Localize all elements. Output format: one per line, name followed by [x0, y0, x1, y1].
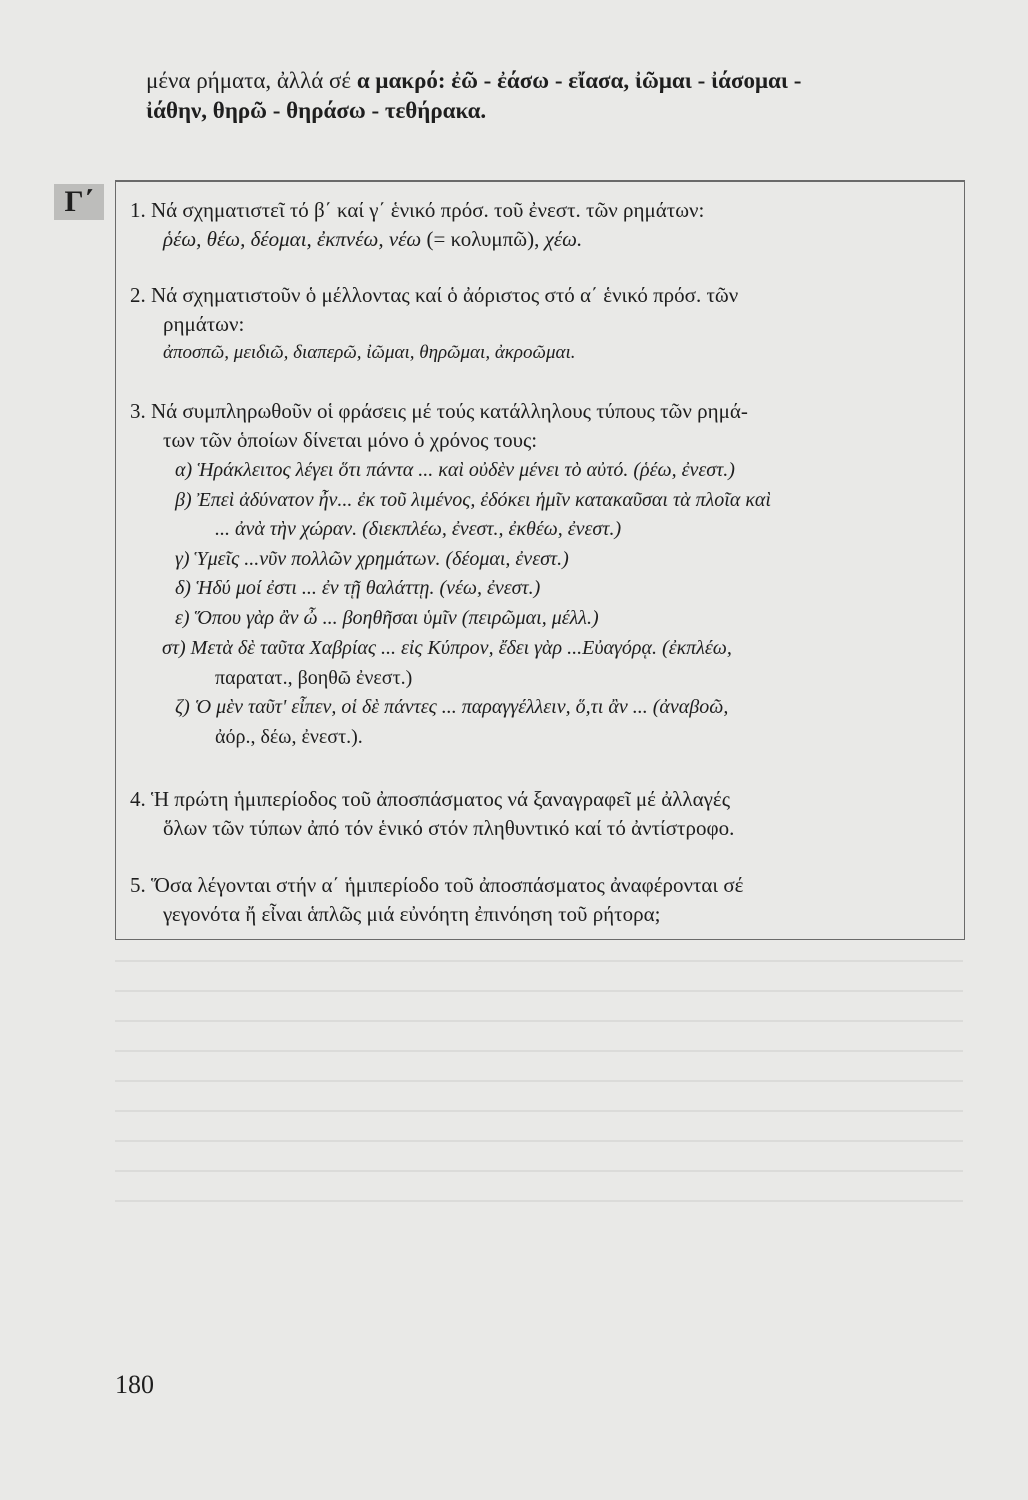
exercise-2-verbs: ἀποσπῶ, μειδιῶ, διαπερῶ, ἰῶμαι, θηρῶμαι, ἀκροῶμαι. — [163, 342, 576, 363]
exercise-3-prompt: 3. Νά συμπληρωθοῦν οἱ φράσεις μέ τούς κατάλληλους τύπους τῶν ρημά- — [130, 399, 748, 423]
page-number: 180 — [115, 1370, 154, 1399]
exercise-2-prompt-cont: ρημάτων: — [163, 312, 245, 336]
sentence-st: στ) Μετὰ δὲ ταῦτα Χαβρίας ... εἰς Κύπρον, ἔδει γὰρ ...Εὐαγόρᾳ. (ἐκπλέω, — [162, 637, 732, 659]
verbs-gloss: (= κολυμπῶ), — [421, 227, 545, 251]
section-label: Γ΄ — [54, 184, 104, 220]
exercise-4-prompt: 4. Ἡ πρώτη ἡμιπερίοδος τοῦ ἀποσπάσματος νά ξαναγραφεῖ μέ ἀλλαγές — [130, 787, 731, 811]
sentence-st-cont: παρατατ., βοηθῶ ἐνεστ.) — [215, 667, 413, 689]
verbs-italic: ῥέω, θέω, δέομαι, ἐκπνέω, νέω — [163, 227, 422, 251]
show-through-background — [115, 960, 963, 1220]
verbs-last: χέω. — [544, 227, 583, 251]
sentence-b: β) Ἐπεὶ ἀδύνατον ἦν... ἐκ τοῦ λιμένος, ἐδόκει ἡμῖν κατακαῦσαι τὰ πλοῖα καὶ — [175, 489, 771, 511]
sentence-c: γ) Ὑμεῖς ...νῦν πολλῶν χρημάτων. (δέομαι, ἐνεστ.) — [175, 548, 569, 570]
intro-line-2: ἰάθην, θηρῶ - θηράσω - τεθήρακα. — [146, 98, 487, 123]
exercise-5-prompt-cont: γεγονότα ἤ εἶναι ἁπλῶς μιά εὐνόητη ἐπινόηση τοῦ ρήτορα; — [163, 902, 661, 926]
exercise-1-verbs — [163, 226, 582, 252]
sentence-e: ε) Ὅπου γὰρ ἂν ὦ ... βοηθῆσαι ὑμῖν (πειρῶμαι, μέλλ.) — [175, 607, 599, 629]
sentence-d: δ) Ἡδύ μοί ἐστι ... ἐν τῇ θαλάττῃ. (νέω, ἐνεστ.) — [175, 577, 541, 599]
exercise-3-prompt-cont: των τῶν ὁποίων δίνεται μόνο ὁ χρόνος τους: — [163, 428, 538, 452]
intro-line-1 — [146, 68, 801, 94]
exercise-1-prompt: 1. Νά σχηματιστεῖ τό β΄ καί γ΄ ἑνικό πρόσ. τοῦ ἐνεστ. τῶν ρημάτων: — [130, 198, 705, 222]
sentence-a: α) Ἡράκλειτος λέγει ὅτι πάντα ... καὶ οὐδὲν μένει τὸ αὐτό. (ῥέω, ἐνεστ.) — [175, 459, 735, 481]
sentence-b-cont: ... ἀνὰ τὴν χώραν. (διεκπλέω, ἐνεστ., ἐκθέω, ἐνεστ.) — [215, 518, 622, 540]
sentence-z-cont: ἀόρ., δέω, ἐνεστ.). — [215, 726, 363, 748]
sentence-z: ζ) Ὁ μὲν ταῦτ' εἶπεν, οἱ δὲ πάντες ... παραγγέλλειν, ὅ,τι ἂν ... (ἀναβοῶ, — [175, 696, 729, 718]
exercise-5-prompt: 5. Ὅσα λέγονται στήν α΄ ἡμιπερίοδο τοῦ ἀποσπάσματος ἀναφέρονται σέ — [130, 873, 744, 897]
exercise-4-prompt-cont: ὅλων τῶν τύπων ἀπό τόν ἑνικό στόν πληθυντικό καί τό ἀντίστροφο. — [163, 816, 735, 840]
intro-bold-text: α μακρό: ἐῶ - ἐάσω - εἴασα, ἰῶμαι - ἰάσομαι - — [356, 68, 802, 93]
intro-text: μένα ρήματα, ἀλλά σέ — [146, 68, 357, 93]
exercise-2-prompt: 2. Νά σχηματιστοῦν ὁ μέλλοντας καί ὁ ἀόριστος στό α΄ ἑνικό πρόσ. τῶν — [130, 283, 739, 307]
